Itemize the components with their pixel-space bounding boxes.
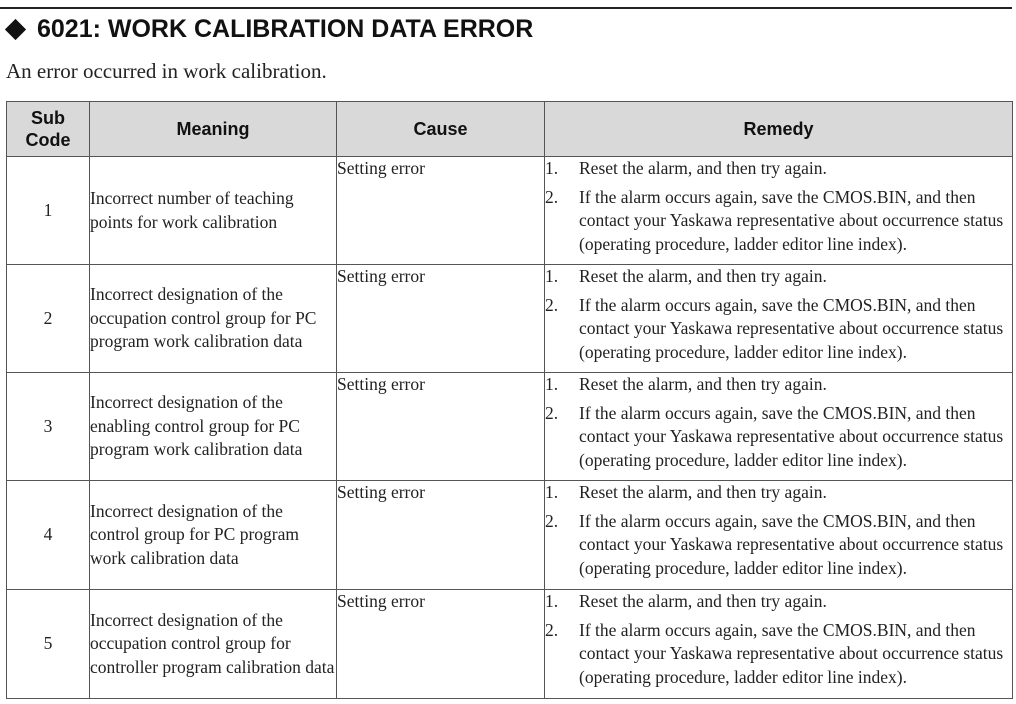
table-row [7, 157, 1013, 265]
meaning-cell: Incorrect designation of the enabling control group for PC program work calibration data [90, 373, 337, 481]
header-cause: Cause [337, 102, 545, 157]
remedy-step-text: If the alarm occurs again, save the CMOS.BIN, and then contact your Yaskawa representative about occurrence status (operating procedure, ladder editor line index). [579, 619, 1004, 687]
remedy-step-text: Reset the alarm, and then try again. [579, 374, 827, 394]
remedy-step [545, 510, 1012, 581]
remedy-step [545, 590, 1012, 614]
remedy-step-text: Reset the alarm, and then try again. [579, 591, 827, 611]
remedy-list [545, 157, 1012, 256]
remedy-step-number: 1. [545, 266, 559, 286]
table-row [7, 590, 1013, 699]
remedy-step-number: 1. [545, 482, 559, 502]
intro-text: An error occurred in work calibration. [6, 59, 327, 83]
meaning-cell: Incorrect number of teaching points for work calibration [90, 157, 337, 265]
table-row [7, 373, 1013, 481]
sub-code-cell: 3 [7, 373, 90, 481]
meaning-cell: Incorrect designation of the occupation control group for PC program work calibration data [90, 265, 337, 373]
remedy-step-text: Reset the alarm, and then try again. [579, 482, 827, 502]
remedy-step-number: 2. [545, 402, 559, 423]
header-meaning: Meaning [90, 102, 337, 157]
top-rule [0, 7, 1012, 9]
remedy-step [545, 481, 1012, 505]
cause-cell: Setting error [337, 265, 545, 373]
meaning-cell: Incorrect designation of the control group for PC program work calibration data [90, 481, 337, 590]
cause-cell: Setting error [337, 373, 545, 481]
remedy-step [545, 157, 1012, 181]
remedy-step [545, 402, 1012, 473]
remedy-list [545, 590, 1012, 689]
remedy-step [545, 265, 1012, 289]
section-heading [4, 14, 533, 44]
sub-code-cell: 4 [7, 481, 90, 590]
error-table [6, 101, 1013, 699]
remedy-step-number: 1. [545, 374, 559, 394]
cause-cell: Setting error [337, 157, 545, 265]
remedy-step-number: 2. [545, 186, 559, 207]
remedy-cell [545, 373, 1013, 481]
remedy-step [545, 373, 1012, 397]
remedy-cell [545, 265, 1013, 373]
sub-code-cell: 1 [7, 157, 90, 265]
remedy-cell [545, 481, 1013, 590]
remedy-step-text: Reset the alarm, and then try again. [579, 266, 827, 286]
remedy-step-text: If the alarm occurs again, save the CMOS.BIN, and then contact your Yaskawa representative about occurrence status (operating procedure, ladder editor line index). [579, 294, 1004, 362]
remedy-step [545, 294, 1012, 365]
header-remedy: Remedy [545, 102, 1013, 157]
remedy-step [545, 619, 1012, 690]
remedy-step-text: If the alarm occurs again, save the CMOS.BIN, and then contact your Yaskawa representative about occurrence status (operating procedure, ladder editor line index). [579, 402, 1004, 470]
diamond-bullet-icon [5, 18, 26, 39]
remedy-list [545, 373, 1012, 472]
remedy-step-number: 2. [545, 510, 559, 531]
remedy-cell [545, 157, 1013, 265]
table-row [7, 265, 1013, 373]
cause-cell: Setting error [337, 481, 545, 590]
cause-cell: Setting error [337, 590, 545, 699]
remedy-list [545, 481, 1012, 580]
remedy-step-number: 2. [545, 294, 559, 315]
remedy-step [545, 186, 1012, 257]
table-row [7, 481, 1013, 590]
remedy-cell [545, 590, 1013, 699]
remedy-list [545, 265, 1012, 364]
header-sub-code: Sub Code [7, 102, 90, 157]
remedy-step-number: 1. [545, 158, 559, 178]
remedy-step-text: If the alarm occurs again, save the CMOS.BIN, and then contact your Yaskawa representative about occurrence status (operating procedure, ladder editor line index). [579, 186, 1004, 254]
remedy-step-text: Reset the alarm, and then try again. [579, 158, 827, 178]
meaning-cell: Incorrect designation of the occupation control group for controller program calibration data [90, 590, 337, 699]
sub-code-cell: 2 [7, 265, 90, 373]
table-header-row [7, 102, 1013, 157]
sub-code-cell: 5 [7, 590, 90, 699]
remedy-step-text: If the alarm occurs again, save the CMOS.BIN, and then contact your Yaskawa representative about occurrence status (operating procedure, ladder editor line index). [579, 510, 1004, 578]
heading-text: 6021: WORK CALIBRATION DATA ERROR [37, 14, 534, 43]
remedy-step-number: 2. [545, 619, 559, 640]
remedy-step-number: 1. [545, 591, 559, 611]
